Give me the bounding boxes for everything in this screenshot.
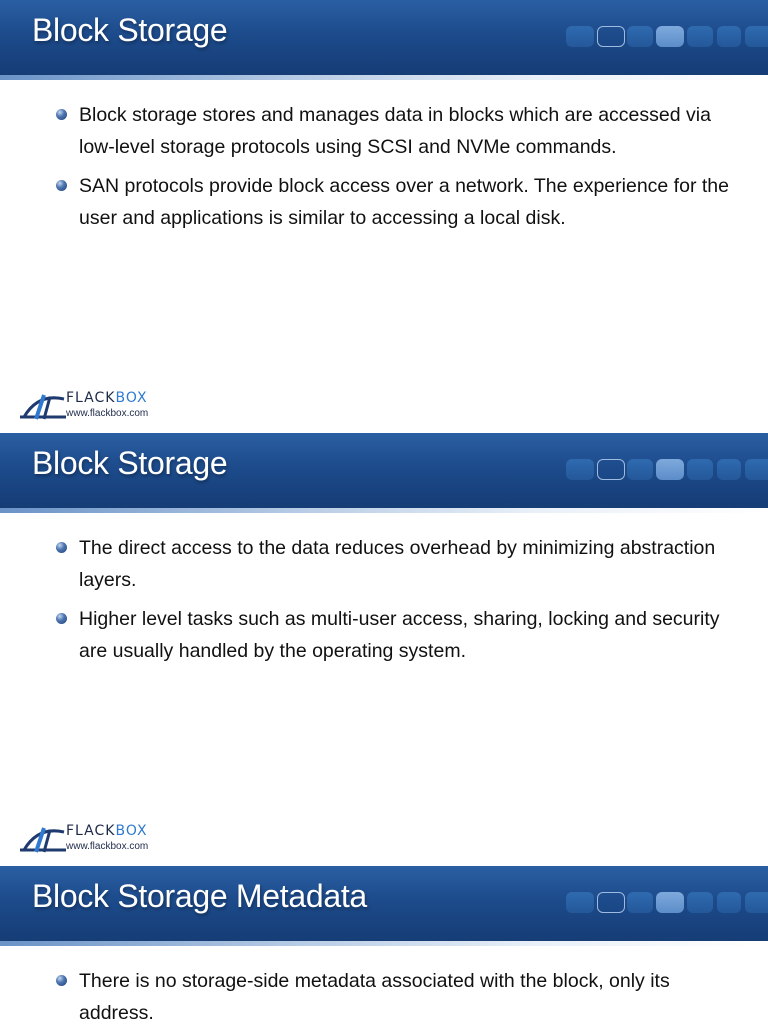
decorative-blocks <box>566 459 768 481</box>
bullet-item: Higher level tasks such as multi-user access, sharing, locking and security are usually handled by the operating system. <box>54 603 744 667</box>
logo-url: www.flackbox.com <box>66 408 149 419</box>
decorative-blocks <box>566 892 768 914</box>
bullet-item: There is no storage-side metadata associated with the block, only its address. <box>54 965 744 1029</box>
slide-3 <box>0 866 768 1024</box>
bullet-icon <box>56 613 67 624</box>
flackbox-logo <box>20 391 180 423</box>
bullet-list <box>54 965 744 1036</box>
slide-title-bar <box>0 433 768 513</box>
slide-title-bar <box>0 866 768 946</box>
bullet-icon <box>56 180 67 191</box>
bullet-icon <box>56 109 67 120</box>
bullet-item: Block storage stores and manages data in blocks which are accessed via low-level storage protocols using SCSI and NVMe commands. <box>54 99 744 163</box>
slide-title: Block Storage Metadata <box>32 878 367 914</box>
logo-name: FLACKBOX <box>66 390 148 406</box>
bullet-item: The direct access to the data reduces overhead by minimizing abstraction layers. <box>54 532 744 596</box>
decorative-blocks <box>566 26 768 48</box>
logo-url: www.flackbox.com <box>66 841 149 852</box>
bullet-list <box>54 99 744 241</box>
logo-name: FLACKBOX <box>66 823 148 839</box>
bullet-item: SAN protocols provide block access over a network. The experience for the user and applications is similar to accessing a local disk. <box>54 170 744 234</box>
slide-2 <box>0 433 768 866</box>
slide-title-bar <box>0 0 768 80</box>
flackbox-bridge-icon <box>20 824 66 854</box>
flackbox-bridge-icon <box>20 391 66 421</box>
slide-title: Block Storage <box>32 12 228 48</box>
flackbox-logo <box>20 824 180 856</box>
bullet-icon <box>56 542 67 553</box>
slide-1 <box>0 0 768 433</box>
bullet-list <box>54 532 744 674</box>
slide-title: Block Storage <box>32 445 228 481</box>
bullet-icon <box>56 975 67 986</box>
